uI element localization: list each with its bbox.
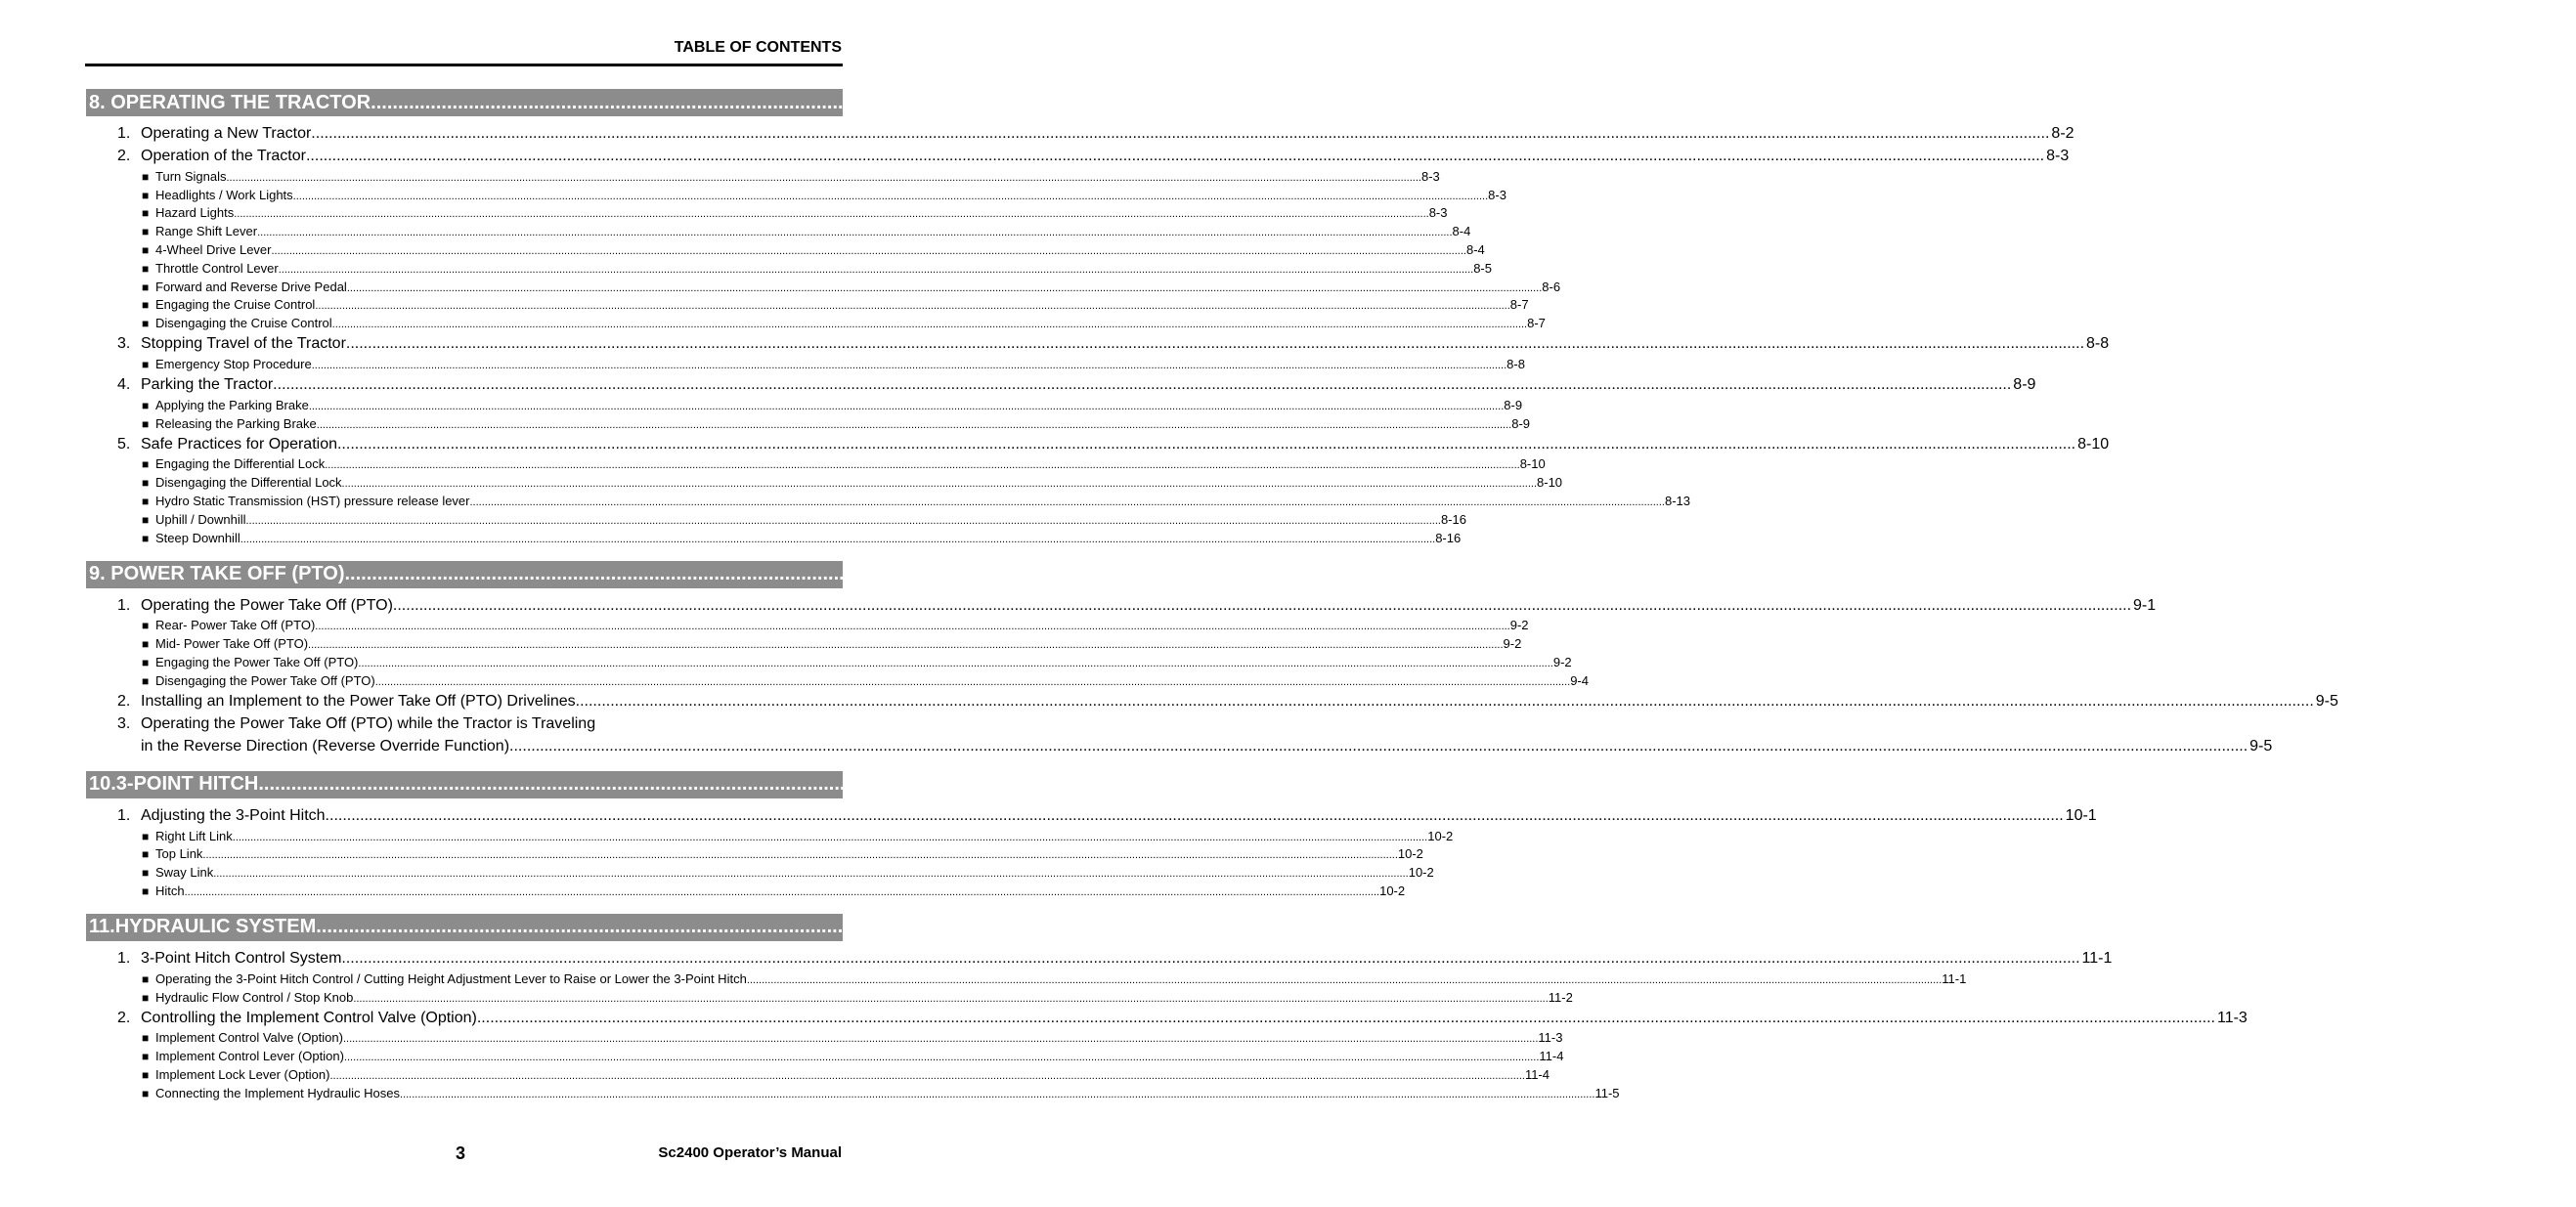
subentry-title: Implement Control Lever (Option)	[155, 1049, 344, 1064]
dot-leader: ................................................................................................................................................................................................................................................................................................................................................................................................................	[271, 244, 1466, 257]
square-bullet-icon: ■	[142, 357, 150, 371]
subentry-title: Mid- Power Take Off (PTO)	[155, 636, 309, 652]
dot-leader: ................................................................................................................................................................................................................................................................................................................................................................................................................	[342, 1033, 1539, 1046]
entry-number: 3.	[117, 714, 131, 732]
entry-number: 1.	[117, 806, 131, 824]
subentry-title: Implement Lock Lever (Option)	[155, 1066, 330, 1082]
toc-entry	[86, 330, 2110, 353]
entry-number: 1.	[117, 125, 131, 142]
square-bullet-icon: ■	[142, 655, 150, 669]
toc-subentry	[86, 986, 1573, 1005]
dot-leader: ................................................................................................................................................................................................................................................................................................................................................................................................................	[329, 1069, 1525, 1082]
subentry-title: Uphill / Downhill	[155, 511, 246, 527]
square-bullet-icon: ■	[142, 457, 150, 472]
dot-leader: ................................................................................................................................................................................................................................................................................................................................................................................................................	[344, 563, 2518, 585]
subentry-page: 11-4	[1539, 1049, 1564, 1064]
entry-title: Operating the Power Take Off (PTO)	[141, 596, 393, 614]
dot-leader: ................................................................................................................................................................................................................................................................................................................................................................................................................	[226, 171, 1421, 184]
dot-leader: ................................................................................................................................................................................................................................................................................................................................................................................................................	[245, 514, 1441, 527]
dot-leader: ................................................................................................................................................................................................................................................................................................................................................................................................................	[305, 148, 2045, 164]
chapter-page: 8-1	[2547, 91, 2576, 113]
dot-leader: ................................................................................................................................................................................................................................................................................................................................................................................................................	[292, 190, 1489, 202]
toc-subentry	[86, 202, 1448, 221]
square-bullet-icon: ■	[142, 512, 150, 527]
dot-leader: ................................................................................................................................................................................................................................................................................................................................................................................................................	[392, 596, 2132, 614]
square-bullet-icon: ■	[142, 416, 150, 431]
dot-leader: ................................................................................................................................................................................................................................................................................................................................................................................................................	[476, 1009, 2215, 1026]
subentry-title: Connecting the Implement Hydraulic Hoses	[155, 1085, 401, 1100]
square-bullet-icon: ■	[142, 1086, 150, 1100]
square-bullet-icon: ■	[142, 494, 150, 508]
entry-number: 2.	[117, 692, 131, 710]
dot-leader: ................................................................................................................................................................................................................................................................................................................................................................................................................	[371, 91, 2544, 113]
dot-leader: ................................................................................................................................................................................................................................................................................................................................................................................................................	[273, 375, 2012, 393]
subentry-title: Hydro Static Transmission (HST) pressure release lever	[155, 493, 470, 508]
toc-subentry	[86, 1082, 1620, 1100]
subentry-page: 9-2	[1503, 636, 1522, 652]
square-bullet-icon: ■	[142, 280, 150, 294]
toc-subentry	[86, 843, 1423, 862]
dot-leader: ................................................................................................................................................................................................................................................................................................................................................................................................................	[341, 478, 1538, 491]
subentry-page: 8-9	[1511, 415, 1531, 431]
subentry-page: 9-4	[1570, 672, 1589, 688]
entry-title: 3-Point Hitch Control System	[141, 949, 342, 967]
subentry-title: 4-Wheel Drive Lever	[155, 241, 272, 257]
entry-title: Stopping Travel of the Tractor	[141, 335, 346, 353]
square-bullet-icon: ■	[142, 261, 150, 276]
subentry-page: 8-4	[1452, 224, 1471, 239]
subentry-title: Emergency Stop Procedure	[155, 356, 312, 371]
subentry-page: 10-2	[1379, 883, 1406, 898]
header-rule	[85, 64, 843, 66]
dot-leader: ................................................................................................................................................................................................................................................................................................................................................................................................................	[315, 621, 1510, 633]
toc-subentry	[86, 632, 1522, 652]
subentry-page: 8-10	[1519, 456, 1546, 472]
dot-leader: ................................................................................................................................................................................................................................................................................................................................................................................................................	[316, 916, 2489, 938]
toc-subentry	[86, 490, 1690, 508]
dot-leader: ................................................................................................................................................................................................................................................................................................................................................................................................................	[374, 675, 1571, 688]
square-bullet-icon: ■	[142, 1050, 150, 1064]
entry-title: Adjusting the 3-Point Hitch	[141, 806, 326, 824]
dot-leader: ................................................................................................................................................................................................................................................................................................................................................................................................................	[325, 459, 1520, 472]
toc-entry	[86, 371, 2036, 394]
subentry-title: Rear- Power Take Off (PTO)	[155, 618, 316, 633]
subentry-page: 11-5	[1594, 1085, 1620, 1100]
entry-number: 5.	[117, 435, 131, 453]
toc-subentry	[86, 825, 1454, 843]
subentry-title: Hydraulic Flow Control / Stop Knob	[155, 989, 354, 1005]
subentry-page: 11-3	[1538, 1030, 1563, 1046]
subentry-page: 8-8	[1506, 356, 1525, 371]
toc-subentry	[86, 276, 1561, 294]
toc-subentry	[86, 184, 1506, 202]
entry-page: 10-1	[2065, 806, 2097, 824]
toc-subentry	[86, 312, 1546, 331]
subentry-page: 8-13	[1664, 493, 1690, 508]
subentry-page: 8-16	[1435, 530, 1462, 545]
subentry-page: 8-5	[1473, 260, 1492, 276]
dot-leader: ................................................................................................................................................................................................................................................................................................................................................................................................................	[234, 208, 1429, 221]
subentry-title: Turn Signals	[155, 168, 227, 184]
entry-page: 8-3	[2046, 148, 2070, 164]
entry-title: Parking the Tractor	[141, 375, 274, 393]
subentry-page: 8-7	[1527, 316, 1546, 331]
entry-page: 9-1	[2133, 596, 2157, 614]
toc-subentry	[86, 453, 1546, 472]
toc-subentry	[86, 238, 1485, 257]
subentry-title: Headlights / Work Lights	[155, 187, 293, 202]
square-bullet-icon: ■	[142, 619, 150, 633]
entry-number: 4.	[117, 375, 131, 393]
entry-page: 11-3	[2216, 1009, 2248, 1026]
toc-chapter-heading	[86, 914, 2531, 941]
dot-leader: ................................................................................................................................................................................................................................................................................................................................................................................................................	[343, 1052, 1540, 1064]
square-bullet-icon: ■	[142, 637, 150, 652]
entry-title: Installing an Implement to the Power Take Off (PTO) Drivelines	[141, 692, 576, 710]
toc-subentry	[86, 257, 1492, 276]
toc-subentry	[86, 412, 1531, 431]
dot-leader: ................................................................................................................................................................................................................................................................................................................................................................................................................	[202, 849, 1398, 862]
subentry-title: Forward and Reverse Drive Pedal	[155, 279, 347, 294]
dot-leader: ................................................................................................................................................................................................................................................................................................................................................................................................................	[240, 533, 1436, 545]
dot-leader: ................................................................................................................................................................................................................................................................................................................................................................................................................	[509, 737, 2249, 754]
toc-entry	[86, 592, 2157, 615]
dot-leader: ................................................................................................................................................................................................................................................................................................................................................................................................................	[232, 831, 1428, 843]
toc-subentry	[86, 1063, 1550, 1082]
dot-leader: ................................................................................................................................................................................................................................................................................................................................................................................................................	[746, 973, 1943, 986]
toc-subentry	[86, 861, 1434, 881]
dot-leader: ................................................................................................................................................................................................................................................................................................................................................................................................................	[346, 281, 1543, 294]
page-number: 3	[456, 1143, 466, 1163]
section-gap	[86, 545, 843, 561]
toc-chapter-heading	[86, 771, 2475, 798]
subentry-page: 8-6	[1542, 279, 1561, 294]
toc-subentry	[86, 294, 1529, 313]
subentry-title: Right Lift Link	[155, 828, 233, 843]
toc-subentry	[86, 651, 1572, 669]
dot-leader: ................................................................................................................................................................................................................................................................................................................................................................................................................	[213, 868, 1409, 881]
subentry-title: Steep Downhill	[155, 530, 240, 545]
section-gap	[86, 898, 843, 914]
entry-page: 8-9	[2013, 375, 2036, 393]
dot-leader: ................................................................................................................................................................................................................................................................................................................................................................................................................	[257, 227, 1453, 239]
subentry-page: 8-9	[1504, 397, 1523, 412]
subentry-page: 9-2	[1552, 654, 1572, 669]
square-bullet-icon: ■	[142, 225, 150, 239]
toc-subentry	[86, 669, 1589, 688]
subentry-page: 8-16	[1440, 511, 1466, 527]
subentry-title: Disengaging the Differential Lock	[155, 475, 342, 491]
subentry-page: 10-2	[1397, 846, 1423, 862]
dot-leader: ................................................................................................................................................................................................................................................................................................................................................................................................................	[308, 400, 1505, 412]
subentry-title: Engaging the Cruise Control	[155, 297, 316, 313]
toc-subentry	[86, 220, 1471, 239]
subentry-title: Throttle Control Lever	[155, 260, 279, 276]
dot-leader: ................................................................................................................................................................................................................................................................................................................................................................................................................	[469, 496, 1665, 508]
subentry-page: 11-1	[1942, 970, 1967, 986]
square-bullet-icon: ■	[142, 188, 150, 202]
entry-number: 2.	[117, 1009, 131, 1026]
square-bullet-icon: ■	[142, 169, 150, 184]
square-bullet-icon: ■	[142, 206, 150, 221]
entry-number: 3.	[117, 335, 131, 353]
toc-entry	[86, 945, 2113, 968]
square-bullet-icon: ■	[142, 242, 150, 257]
dot-leader: ................................................................................................................................................................................................................................................................................................................................................................................................................	[258, 773, 2432, 796]
dot-leader: ................................................................................................................................................................................................................................................................................................................................................................................................................	[311, 125, 2050, 142]
entry-page: 9-5	[2249, 737, 2273, 754]
subentry-page: 8-10	[1537, 475, 1563, 491]
square-bullet-icon: ■	[142, 829, 150, 843]
toc-entry	[86, 120, 2074, 143]
entry-number: 1.	[117, 949, 131, 967]
dot-leader: ................................................................................................................................................................................................................................................................................................................................................................................................................	[315, 300, 1510, 313]
subentry-title: Engaging the Differential Lock	[155, 456, 326, 472]
subentry-page: 8-3	[1488, 187, 1506, 202]
dot-leader: ................................................................................................................................................................................................................................................................................................................................................................................................................	[400, 1088, 1595, 1100]
square-bullet-icon: ■	[142, 476, 150, 491]
square-bullet-icon: ■	[142, 1067, 150, 1082]
entry-title: Controlling the Implement Control Valve (Option)	[141, 1009, 477, 1026]
square-bullet-icon: ■	[142, 866, 150, 881]
dot-leader: ................................................................................................................................................................................................................................................................................................................................................................................................................	[316, 418, 1512, 431]
square-bullet-icon: ■	[142, 298, 150, 313]
dot-leader: ................................................................................................................................................................................................................................................................................................................................................................................................................	[325, 806, 2064, 824]
subentry-page: 11-4	[1524, 1066, 1550, 1082]
subentry-page: 10-2	[1427, 828, 1454, 843]
entry-page: 8-8	[2086, 335, 2110, 353]
section-gap	[86, 755, 843, 771]
toc-subentry	[86, 353, 1525, 371]
subentry-title: Top Link	[155, 846, 203, 862]
square-bullet-icon: ■	[142, 531, 150, 545]
subentry-title: Sway Link	[155, 865, 214, 881]
subentry-title: Disengaging the Cruise Control	[155, 316, 332, 331]
header-title: TABLE OF CONTENTS	[674, 39, 842, 56]
chapter-title: 10.3-POINT HITCH	[89, 773, 259, 796]
toc-subentry	[86, 1045, 1564, 1064]
toc-subentry	[86, 968, 1967, 986]
subentry-title: Operating the 3-Point Hitch Control / Cutting Height Adjustment Lever to Raise or Lower the 3-Point Hitch	[155, 970, 747, 986]
dot-leader: ................................................................................................................................................................................................................................................................................................................................................................................................................	[308, 639, 1504, 652]
dot-leader: ................................................................................................................................................................................................................................................................................................................................................................................................................	[358, 657, 1553, 669]
subentry-page: 8-7	[1509, 297, 1529, 313]
square-bullet-icon: ■	[142, 847, 150, 862]
subentry-title: Hazard Lights	[155, 205, 235, 221]
square-bullet-icon: ■	[142, 1031, 150, 1046]
toc-chapter-heading	[86, 561, 2551, 588]
toc-entry-continuation	[86, 733, 2273, 755]
subentry-title: Hitch	[155, 883, 185, 898]
chapter-title: 8. OPERATING THE TRACTOR	[89, 91, 371, 113]
subentry-title: Implement Control Valve (Option)	[155, 1030, 343, 1046]
toc-subentry	[86, 165, 1440, 184]
toc-entry	[86, 1005, 2248, 1027]
dot-leader: ................................................................................................................................................................................................................................................................................................................................................................................................................	[336, 435, 2076, 453]
entry-title: in the Reverse Direction (Reverse Override Function)	[141, 737, 510, 754]
entry-page: 8-2	[2051, 125, 2074, 142]
toc-subentry	[86, 471, 1563, 491]
subentry-title: Releasing the Parking Brake	[155, 415, 317, 431]
toc-subentry	[86, 880, 1406, 898]
subentry-title: Engaging the Power Take Off (PTO)	[155, 654, 359, 669]
entry-title: Safe Practices for Operation	[141, 435, 337, 453]
entry-number: 1.	[117, 596, 131, 614]
dot-leader: ................................................................................................................................................................................................................................................................................................................................................................................................................	[311, 359, 1507, 371]
toc-entry	[86, 711, 843, 733]
toc-entry	[86, 431, 2110, 453]
entry-title: Operation of the Tractor	[141, 148, 306, 164]
dot-leader: ................................................................................................................................................................................................................................................................................................................................................................................................................	[331, 319, 1528, 331]
entry-number: 2.	[117, 148, 131, 164]
square-bullet-icon: ■	[142, 971, 150, 986]
square-bullet-icon: ■	[142, 884, 150, 898]
subentry-page: 8-3	[1420, 168, 1440, 184]
square-bullet-icon: ■	[142, 398, 150, 412]
dot-leader: ................................................................................................................................................................................................................................................................................................................................................................................................................	[341, 949, 2080, 967]
dot-leader: ................................................................................................................................................................................................................................................................................................................................................................................................................	[278, 263, 1474, 276]
entry-page: 11-1	[2081, 949, 2113, 967]
entry-title: Operating the Power Take Off (PTO) while the Tractor is Traveling	[141, 714, 596, 732]
dot-leader: ................................................................................................................................................................................................................................................................................................................................................................................................................	[184, 885, 1380, 898]
toc-subentry	[86, 527, 1462, 545]
dot-leader: ................................................................................................................................................................................................................................................................................................................................................................................................................	[575, 692, 2314, 710]
square-bullet-icon: ■	[142, 990, 150, 1005]
dot-leader: ................................................................................................................................................................................................................................................................................................................................................................................................................	[353, 992, 1549, 1005]
subentry-title: Range Shift Lever	[155, 224, 258, 239]
chapter-title: 9. POWER TAKE OFF (PTO)	[89, 563, 345, 585]
subentry-page: 9-2	[1509, 618, 1529, 633]
square-bullet-icon: ■	[142, 317, 150, 331]
dot-leader: ................................................................................................................................................................................................................................................................................................................................................................................................................	[345, 335, 2085, 353]
toc-subentry	[86, 394, 1523, 412]
entry-page: 8-10	[2077, 435, 2110, 453]
square-bullet-icon: ■	[142, 673, 150, 688]
toc-subentry	[86, 1027, 1563, 1046]
toc-subentry	[86, 615, 1529, 633]
toc-entry	[86, 688, 2338, 711]
subentry-page: 11-2	[1548, 989, 1573, 1005]
toc-chapter-heading	[86, 89, 2576, 116]
chapter-page: 9-1	[2521, 563, 2551, 585]
table-of-contents	[86, 89, 2576, 1100]
chapter-page: 11-1	[2492, 916, 2531, 938]
entry-page: 9-5	[2315, 692, 2338, 710]
subentry-title: Disengaging the Power Take Off (PTO)	[155, 672, 375, 688]
subentry-page: 10-2	[1408, 865, 1434, 881]
toc-subentry	[86, 508, 1466, 527]
entry-title: Operating a New Tractor	[141, 125, 312, 142]
subentry-page: 8-4	[1465, 241, 1485, 257]
subentry-title: Applying the Parking Brake	[155, 397, 309, 412]
subentry-page: 8-3	[1428, 205, 1448, 221]
chapter-title: 11.HYDRAULIC SYSTEM	[89, 916, 317, 938]
toc-entry	[86, 802, 2097, 825]
toc-entry	[86, 143, 2070, 165]
manual-title: Sc2400 Operator’s Manual	[658, 1144, 842, 1161]
chapter-page: 10-1	[2435, 773, 2475, 796]
